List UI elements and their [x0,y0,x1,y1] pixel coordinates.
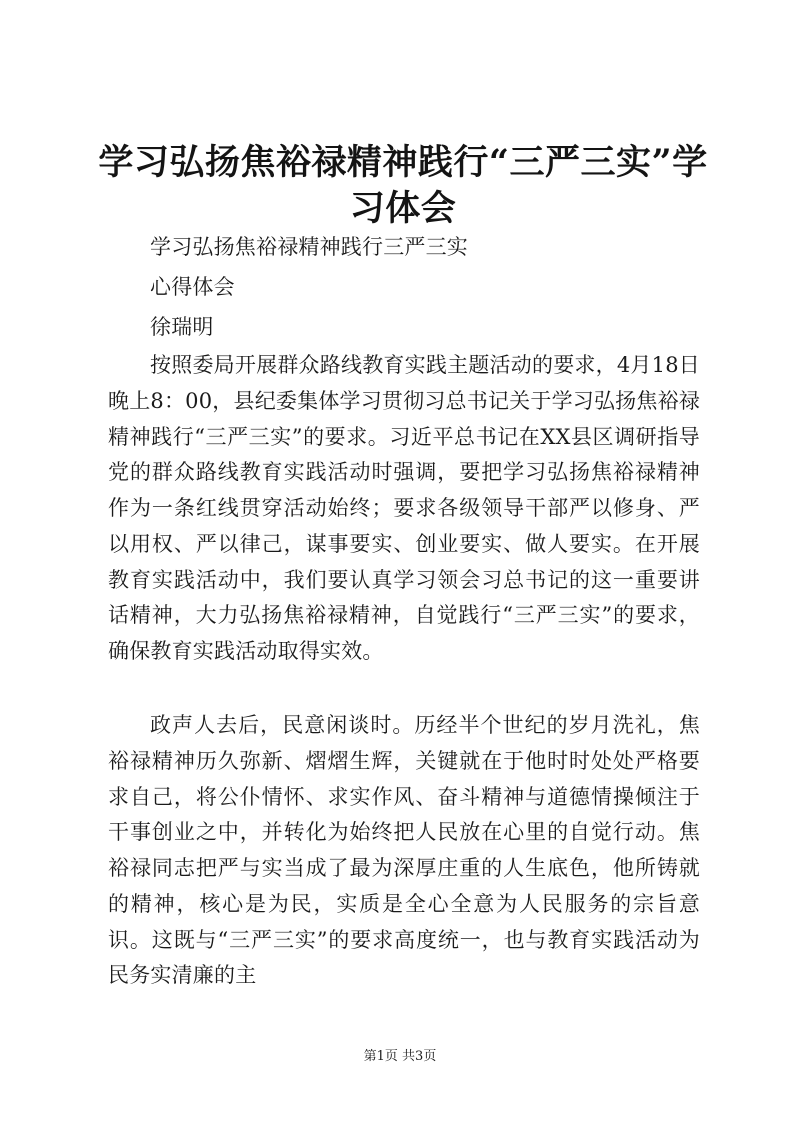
page-number-footer: 第1页 共3页 [363,1049,437,1064]
subtitle-line-2: 心得体会 [150,275,235,299]
subtitle-line-1: 学习弘扬焦裕禄精神践行三严三实 [150,235,468,259]
document-title: 学习弘扬焦裕禄精神践行“三严三实”学习体会 [98,142,708,229]
body-paragraph-1: 按照委局开展群众路线教育实践主题活动的要求，4月18日晚上8：00，县纪委集体学习贯彻习总书记关于学习弘扬焦裕禄精神践行“三严三实”的要求。习近平总书记在XX县区调研指导党的群众路线教育实践活动时强调，要把学习弘扬焦裕禄精神作为一条红线贯穿活动始终；要求各级领导干部严以修身、严以用权、严以律己，谋事要实、创业要实、做人要实。在开展教育实践活动中，我们要认真学习领会习总书记的这一重要讲话精神，大力弘扬焦裕禄精神，自觉践行“三严三实”的要求，确保教育实践活动取得实效。 [108,353,700,663]
body-paragraph-2: 政声人去后，民意闲谈时。历经半个世纪的岁月洗礼，焦裕禄精神历久弥新、熠熠生辉，关键就在于他时时处处严格要求自己，将公仆情怀、求实作风、奋斗精神与道德情操倾注于干事创业之中，并转化为始终把人民放在心里的自觉行动。焦裕禄同志把严与实当成了最为深厚庄重的人生底色，他所铸就的精神，核心是为民，实质是全心全意为人民服务的宗旨意识。这既与“三严三实”的要求高度统一，也与教育实践活动为民务实清廉的主 [108,713,700,988]
author-name: 徐瑞明 [150,315,214,339]
